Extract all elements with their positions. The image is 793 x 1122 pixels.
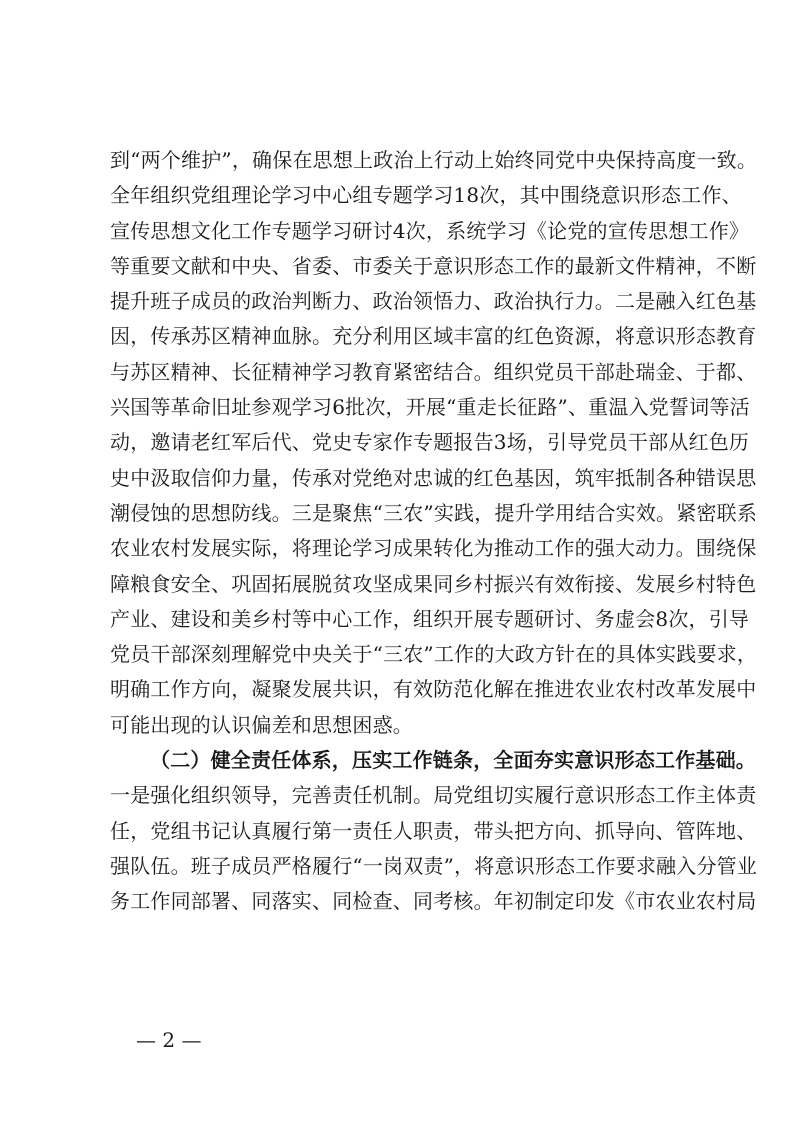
text-line: 可能出现的认识偏差和思想困惑。 — [110, 712, 413, 737]
text-line: 党员干部深刻理解党中央关于“三农”工作的大政方针在的具体实践要求， — [110, 642, 758, 667]
text-line: 障粮食安全、巩固拓展脱贫攻坚成果同乡村振兴有效衔接、发展乡村特色 — [110, 571, 757, 596]
text-line: 强队伍。班子成员严格履行“一岗双责”，将意识形态工作要求融入分管业 — [110, 853, 758, 878]
page-number: — 2 — — [136, 1028, 202, 1052]
text-line: 务工作同部署、同落实、同检查、同考核。年初制定印发《市农业农村局 — [110, 889, 757, 914]
text-line: 全年组织党组理论学习中心组专题学习18次，其中围绕意识形态工作、 — [110, 183, 742, 208]
text-line: 到“两个维护”，确保在思想上政治上行动上始终同党中央保持高度一致。 — [110, 148, 758, 172]
text-line: 与苏区精神、长征精神学习教育紧密结合。组织党员干部赴瑞金、于都、 — [110, 359, 757, 384]
text-line: 宣传思想文化工作专题学习研讨4次，系统学习《论党的宣传思想工作》 — [110, 218, 750, 243]
text-line: 动，邀请老红军后代、党史专家作专题报告3场，引导党员干部从红色历 — [110, 430, 750, 455]
text-line: 明确工作方向，凝聚发展共识，有效防范化解在推进农业农村改革发展中 — [110, 677, 757, 702]
section-heading — [110, 743, 756, 778]
text-line: 潮侵蚀的思想防线。三是聚焦“三农”实践，提升学用结合实效。紧密联系 — [110, 500, 758, 525]
text-line: 兴国等革命旧址参观学习6批次，开展“重走长征路”、重温入党誓词等活 — [110, 395, 750, 420]
text-line: 史中汲取信仰力量，传承对党绝对忠诚的红色基因，筑牢抵制各种错误思 — [110, 465, 757, 490]
text-line: 提升班子成员的政治判断力、政治领悟力、政治执行力。二是融入红色基 — [110, 289, 757, 314]
text-line: 一是强化组织领导，完善责任机制。局党组切实履行意识形态工作主体责 — [110, 783, 757, 808]
text-line: 产业、建设和美乡村等中心工作，组织开展专题研讨、务虚会8次，引导 — [110, 606, 750, 631]
text-line: 等重要文献和中央、省委、市委关于意识形态工作的最新文件精神，不断 — [110, 253, 757, 278]
section-heading-text: （二）健全责任体系，压实工作链条，全面夯实意识形态工作基础。 — [150, 748, 756, 773]
body-text — [110, 143, 758, 920]
text-line: 农业农村发展实际，将理论学习成果转化为推动工作的强大动力。围绕保 — [110, 536, 757, 561]
text-line: 因，传承苏区精神血脉。充分利用区域丰富的红色资源，将意识形态教育 — [110, 324, 757, 349]
text-line: 任，党组书记认真履行第一责任人职责，带头把方向、抓导向、管阵地、 — [110, 818, 757, 843]
